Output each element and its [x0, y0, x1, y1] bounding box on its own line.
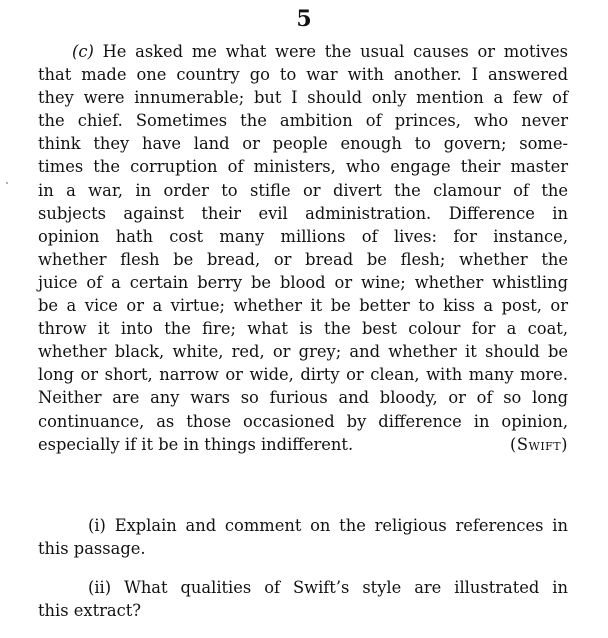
- question-line: this passage.: [38, 539, 146, 559]
- question-ii: [38, 576, 568, 622]
- question-i: [38, 514, 568, 560]
- passage-line: whether flesh be bread, or bread be flesh; whether the: [38, 249, 568, 269]
- passage-line: especially if it be in things indifferent. (Swift): [38, 433, 568, 456]
- question-line: (i) Explain and comment on the religious references in: [88, 516, 568, 535]
- passage-c: [38, 40, 568, 456]
- passage-line: juice of a certain berry be blood or wine; whether whistling: [38, 272, 568, 292]
- passage-line: think they have land or people enough to govern; some-: [38, 134, 568, 154]
- passage-line: throw it into the fire; what is the best colour for a coat,: [38, 319, 568, 339]
- question-line: (ii) What qualities of Swift’s style are illustrated in: [88, 578, 568, 597]
- question-label: (i): [88, 516, 106, 535]
- passage-line: Neither are any wars so furious and bloody, or of so long: [38, 388, 568, 408]
- passage-line: in a war, in order to stifle or divert the clamour of the: [38, 180, 568, 200]
- passage-line: continuance, as those occasioned by difference in opinion,: [38, 411, 568, 431]
- passage-line: opinion hath cost many millions of lives: for instance,: [38, 226, 568, 246]
- passage-line: the chief. Sometimes the ambition of princes, who never: [38, 111, 568, 131]
- attribution: (Swift): [510, 434, 568, 454]
- passage-label: (c): [72, 42, 94, 61]
- question-label: (ii): [88, 578, 112, 597]
- passage-line: long or short, narrow or wide, dirty or clean, with many more.: [38, 365, 568, 385]
- page-number: 5: [296, 6, 312, 32]
- margin-speck: [6, 182, 8, 184]
- passage-line: they were innumerable; but I should only mention a few of: [38, 88, 568, 108]
- passage-line: be a vice or a virtue; whether it be better to kiss a post, or: [38, 296, 568, 316]
- passage-line: that made one country go to war with another. I answered: [38, 65, 568, 85]
- question-line: this extract?: [38, 601, 142, 621]
- passage-line: times the corruption of ministers, who engage their master: [38, 157, 568, 177]
- passage-line: subjects against their evil administration. Difference in: [38, 203, 568, 223]
- passage-line: (c) He asked me what were the usual causes or motives: [72, 42, 568, 61]
- passage-line: whether black, white, red, or grey; and whether it should be: [38, 342, 568, 362]
